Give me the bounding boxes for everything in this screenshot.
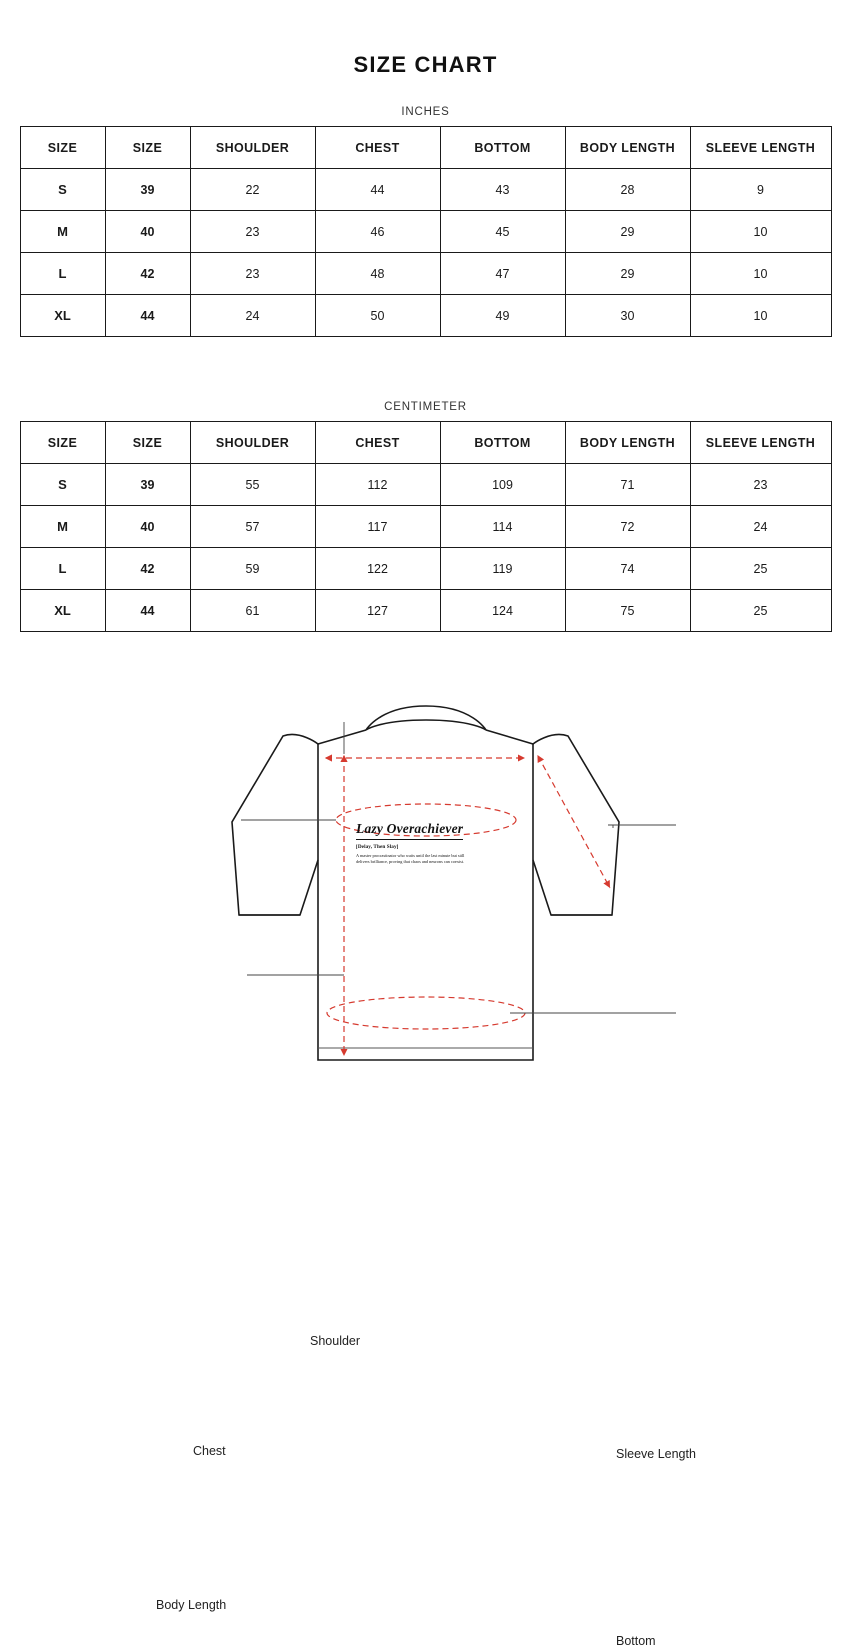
cell-size: L	[20, 548, 105, 590]
column-header: SHOULDER	[190, 422, 315, 464]
print-subtitle: [Delay, Then Slay]	[356, 844, 399, 850]
cell-body-length: 74	[565, 548, 690, 590]
table-row	[20, 506, 831, 548]
column-header: BOTTOM	[440, 127, 565, 169]
cell-size: M	[20, 211, 105, 253]
unit-label-inches: INCHES	[401, 106, 450, 118]
table-row	[20, 253, 831, 295]
cell-chest: 127	[315, 590, 440, 632]
column-header: SHOULDER	[190, 127, 315, 169]
label-shoulder: Shoulder	[310, 1334, 361, 1348]
unit-label-centimeter: CENTIMETER	[384, 401, 467, 413]
cell-size: S	[20, 169, 105, 211]
cell-body-length: 75	[565, 590, 690, 632]
size-chart-page	[0, 52, 851, 1648]
cell-size: S	[20, 464, 105, 506]
cell-size: XL	[20, 295, 105, 337]
table-header-row	[20, 422, 831, 464]
column-header: SIZE	[20, 422, 105, 464]
cell-chest: 117	[315, 506, 440, 548]
cell-shoulder: 55	[190, 464, 315, 506]
column-header: SIZE	[20, 127, 105, 169]
cell-bottom: 43	[440, 169, 565, 211]
table-row	[20, 211, 831, 253]
tshirt-diagram-svg	[0, 670, 851, 1100]
cell-bottom: 49	[440, 295, 565, 337]
cell-size: M	[20, 506, 105, 548]
size-table-inches	[20, 126, 832, 337]
cell-shoulder: 57	[190, 506, 315, 548]
cell-body-length: 71	[565, 464, 690, 506]
cell-size: L	[20, 253, 105, 295]
cell-body-length: 72	[565, 506, 690, 548]
sleeve-measure-line	[538, 756, 610, 888]
column-header: BODY LENGTH	[565, 127, 690, 169]
label-body-length: Body Length	[156, 1598, 227, 1612]
cell-sleeve-length: 23	[690, 464, 831, 506]
cell-chest: 48	[315, 253, 440, 295]
cell-body-length: 30	[565, 295, 690, 337]
cell-shoulder: 23	[190, 253, 315, 295]
cell-bottom: 124	[440, 590, 565, 632]
print-title: Lazy Overachiever	[356, 821, 463, 840]
cell-body-length: 28	[565, 169, 690, 211]
cell-chest: 44	[315, 169, 440, 211]
table-row	[20, 464, 831, 506]
cell-shoulder: 22	[190, 169, 315, 211]
leader-lines	[241, 722, 676, 1013]
label-bottom: Bottom	[616, 1634, 656, 1648]
size-table-centimeter	[20, 421, 832, 632]
cell-sleeve-length: 25	[690, 548, 831, 590]
table-row	[20, 169, 831, 211]
table-row	[20, 295, 831, 337]
cell-size-num: 39	[105, 169, 190, 211]
table-row	[20, 548, 831, 590]
cell-bottom: 119	[440, 548, 565, 590]
table-spacer	[0, 337, 851, 373]
cell-body-length: 29	[565, 211, 690, 253]
label-sleeve-length: Sleeve Length	[616, 1447, 696, 1461]
cell-shoulder: 23	[190, 211, 315, 253]
column-header: SLEEVE LENGTH	[690, 422, 831, 464]
cell-shoulder: 24	[190, 295, 315, 337]
cell-chest: 112	[315, 464, 440, 506]
cell-size-num: 40	[105, 506, 190, 548]
page-title: SIZE CHART	[353, 52, 498, 77]
cell-body-length: 29	[565, 253, 690, 295]
tshirt-measurement-diagram	[0, 670, 851, 1648]
cell-sleeve-length: 24	[690, 506, 831, 548]
cell-bottom: 47	[440, 253, 565, 295]
tshirt-print-graphic	[356, 820, 494, 866]
cell-chest: 122	[315, 548, 440, 590]
column-header: CHEST	[315, 422, 440, 464]
tshirt-outline	[232, 706, 619, 1060]
column-header: BOTTOM	[440, 422, 565, 464]
column-header: SIZE	[105, 422, 190, 464]
label-chest: Chest	[193, 1444, 226, 1458]
column-header: SLEEVE LENGTH	[690, 127, 831, 169]
cell-chest: 46	[315, 211, 440, 253]
cell-size-num: 44	[105, 590, 190, 632]
table-header-row	[20, 127, 831, 169]
cell-shoulder: 59	[190, 548, 315, 590]
cell-size: XL	[20, 590, 105, 632]
cell-bottom: 114	[440, 506, 565, 548]
cell-chest: 50	[315, 295, 440, 337]
cell-size-num: 39	[105, 464, 190, 506]
cell-size-num: 42	[105, 253, 190, 295]
column-header: CHEST	[315, 127, 440, 169]
bottom-measure-ellipse	[327, 997, 525, 1029]
table-row	[20, 590, 831, 632]
cell-size-num: 40	[105, 211, 190, 253]
cell-shoulder: 61	[190, 590, 315, 632]
column-header: BODY LENGTH	[565, 422, 690, 464]
print-body-text: A master procrastinator who waits until the last minute but still delivers brilliance, proving that chaos and neurons can coexist.	[356, 853, 465, 865]
cell-sleeve-length: 10	[690, 253, 831, 295]
cell-sleeve-length: 10	[690, 211, 831, 253]
column-header: SIZE	[105, 127, 190, 169]
cell-sleeve-length: 25	[690, 590, 831, 632]
cell-bottom: 45	[440, 211, 565, 253]
cell-size-num: 44	[105, 295, 190, 337]
cell-size-num: 42	[105, 548, 190, 590]
cell-bottom: 109	[440, 464, 565, 506]
measurement-lines	[326, 756, 610, 1056]
cell-sleeve-length: 9	[690, 169, 831, 211]
cell-sleeve-length: 10	[690, 295, 831, 337]
